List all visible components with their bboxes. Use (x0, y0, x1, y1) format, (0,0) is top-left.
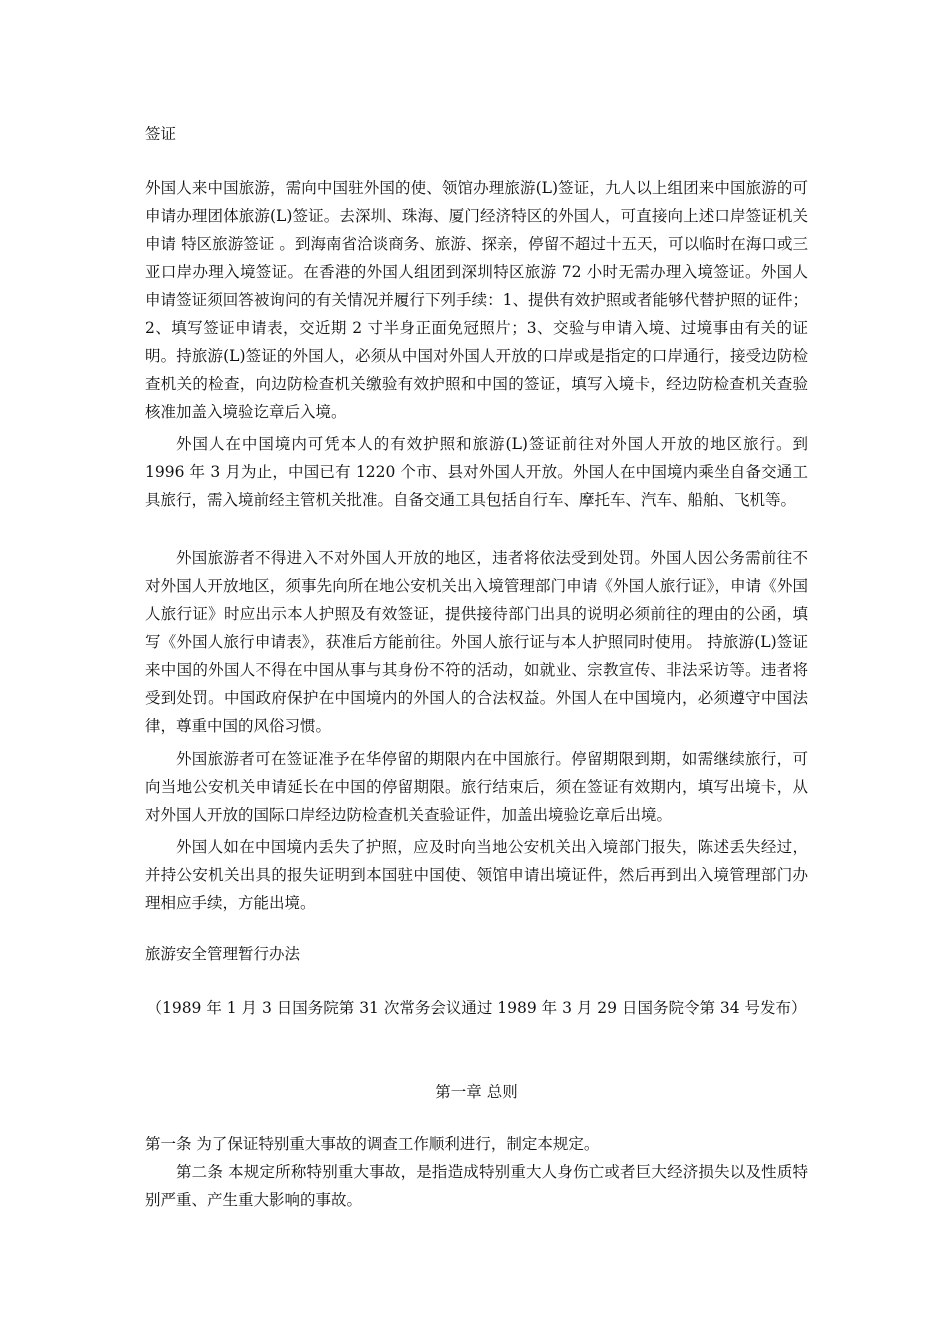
paragraph-restricted-areas: 外国旅游者不得进入不对外国人开放的地区，违者将依法受到处罚。外国人因公务需前往不对外国人开放地区，须事先向所在地公安机关出入境管理部门申请《外国人旅行证》，申请《外国人旅行证》时应出示本人护照及有效签证，提供接待部门出具的说明必须前往的理由的公函，填写《外国人旅行申请表》，获准后方能前往。外国人旅行证与本人护照同时使用。 持旅游(L)签证来中国的外国人不得在中国从事与其身份不符的活动，如就业、宗教宣传、非法采访等。违者将受到处罚。中国政府保护在中国境内的外国人的合法权益。外国人在中国境内，必须遵守中国法律，尊重中国的风俗习惯。 (145, 549, 808, 735)
heading-safety-regulation: 旅游安全管理暂行办法 (145, 945, 301, 963)
heading-visa: 签证 (145, 125, 177, 143)
article-1: 第一条 为了保证特别重大事故的调查工作顺利进行，制定本规定。 (145, 1135, 600, 1153)
article-2: 第二条 本规定所称特别重大事故，是指造成特别重大人身伤亡或者巨大经济损失以及性质特别严重、产生重大影响的事故。 (145, 1163, 808, 1209)
paragraph-stay-period: 外国旅游者可在签证准予在华停留的期限内在中国旅行。停留期限到期，如需继续旅行，可向当地公安机关申请延长在中国的停留期限。旅行结束后，须在签证有效期内，填写出境卡，从对外国人开放的国际口岸经边防检查机关查验证件，加盖出境验讫章后出境。 (145, 750, 808, 824)
regulation-subtitle: （1989 年 1 月 3 日国务院第 31 次常务会议通过 1989 年 3 月 29 日国务院令第 34 号发布） (146, 999, 807, 1017)
chapter-title: 第一章 总则 (435, 1083, 518, 1101)
paragraph-lost-passport: 外国人如在中国境内丢失了护照，应及时向当地公安机关出入境部门报失，陈述丢失经过，并持公安机关出具的报失证明到本国驻中国使、领馆申请出境证件，然后再到出入境管理部门办理相应手续，方能出境。 (145, 838, 808, 912)
paragraph-visa-application: 外国人来中国旅游，需向中国驻外国的使、领馆办理旅游(L)签证，九人以上组团来中国旅游的可申请办理团体旅游(L)签证。去深圳、珠海、厦门经济特区的外国人，可直接向上述口岸签证机关申请 特区旅游签证 。到海南省洽谈商务、旅游、探亲，停留不超过十五天，可以临时在海口或三亚口岸办理入境签证。在香港的外国人组团到深圳特区旅游 72 小时无需办理入境签证。外国人申请签证须回答被询问的有关情况并履行下列手续：1、提供有效护照或者能够代替护照的证件；2、填写签证申请表，交近期 2 寸半身正面免冠照片；3、交验与申请入境、过境事由有关的证明。持旅游(L)签证的外国人，必须从中国对外国人开放的口岸或是指定的口岸通行，接受边防检查机关的检查，向边防检查机关缴验有效护照和中国的签证，填写入境卡，经边防检查机关查验核准加盖入境验讫章后入境。 (145, 179, 808, 421)
paragraph-travel-areas: 外国人在中国境内可凭本人的有效护照和旅游(L)签证前往对外国人开放的地区旅行。到 1996 年 3 月为止，中国已有 1220 个市、县对外国人开放。外国人在中国境内乘坐自备交通工具旅行，需入境前经主管机关批准。自备交通工具包括自行车、摩托车、汽车、船舶、飞机等。 (145, 435, 808, 509)
